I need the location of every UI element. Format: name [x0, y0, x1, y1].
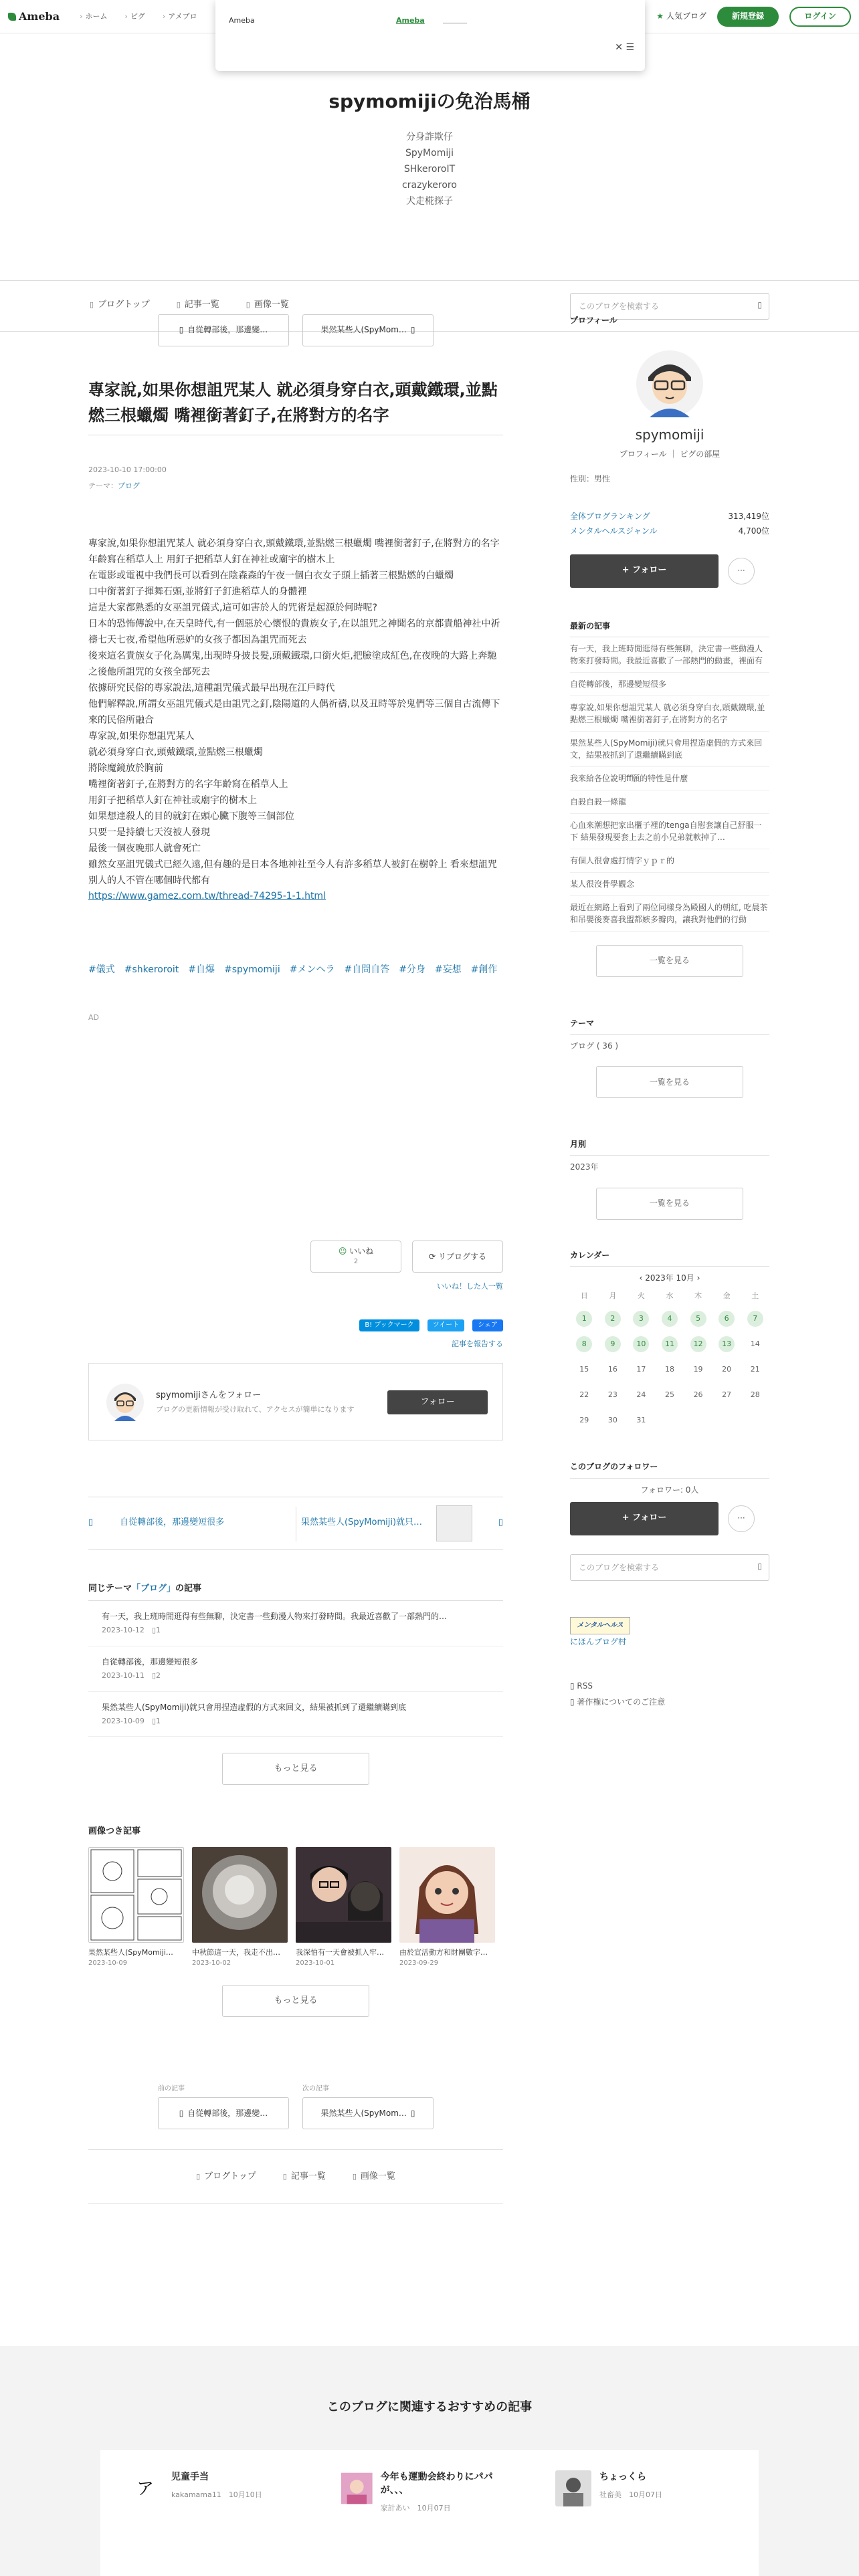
image-entries-section	[88, 1825, 503, 2017]
login-button[interactable]: ログイン	[789, 7, 851, 27]
calendar-day[interactable]: 1	[576, 1311, 592, 1327]
copyright-link[interactable]	[570, 1694, 769, 1710]
recommended-meta	[171, 2489, 262, 2501]
calendar-day: 22	[579, 1390, 589, 1400]
popular-blog-link[interactable]	[656, 10, 706, 23]
list-item[interactable]	[88, 1692, 503, 1737]
list-item-title: 果然某些人(SpyMomiji)就只會用捏造虛假的方式來回文，結果被抓到了還繼續瞞到底	[102, 1702, 407, 1712]
rss-link[interactable]	[570, 1678, 769, 1694]
sidebar	[570, 314, 769, 1710]
facebook-share-button[interactable]: シェア	[472, 1319, 503, 1331]
list-item-meta	[102, 1624, 490, 1636]
blog-title[interactable]: spymomijiの免治馬桶	[328, 90, 531, 112]
rank-overall-value: 313,419位	[728, 511, 769, 521]
calendar-day: 24	[636, 1390, 646, 1400]
ad-label: AD	[88, 1013, 99, 1023]
article-pager-top	[88, 314, 503, 346]
hashtag[interactable]: #分身	[399, 964, 425, 976]
calendar-day: 25	[664, 1390, 674, 1400]
followers-count[interactable]: フォロワー: 0人	[640, 1485, 699, 1495]
sidebar-follow-row	[570, 554, 769, 588]
rank-genre-value: 4,700位	[738, 526, 769, 536]
sidebar-search-input[interactable]	[570, 1554, 769, 1581]
monthly-item[interactable]: 2023年	[570, 1162, 599, 1172]
image-card-title: 由於宣活動方和財團數字…	[399, 1947, 488, 1957]
calendar-day[interactable]: 5	[690, 1311, 706, 1327]
calendar-day: 29	[579, 1416, 589, 1425]
selfie-photo	[296, 1847, 391, 1943]
nav-blog-top[interactable]: ▯ ブログトップ	[90, 298, 150, 312]
list-item-count: 1	[156, 1716, 161, 1725]
more-options-icon[interactable]: ···	[728, 1505, 755, 1532]
hashtag[interactable]: #メンヘラ	[289, 964, 335, 976]
same-theme-suffix: の記事	[175, 1584, 202, 1594]
calendar-day: 21	[750, 1365, 760, 1374]
latest-item[interactable]: 有一天，我上班時閒逛得有些無聊，決定書一些動漫人物來打發時間。我最近喜歡了一部熱門的動畫，裡面有	[570, 637, 769, 673]
latest-item[interactable]: 心血來潮想把家出櫃子裡的tenga自慰套讓自己舒服一下 結果發現要套上去之前小兄弟就軟掉了…	[570, 814, 769, 849]
latest-item[interactable]: 我來給各位說明ff願的特性是什麼	[570, 767, 769, 790]
latest-item[interactable]: 自從轉部後，那邊變短很多	[570, 673, 769, 696]
popular-blog-label: 人気ブログ	[666, 11, 706, 21]
follow-button[interactable]: フォロー	[387, 1390, 488, 1414]
theme-section	[570, 1017, 769, 1098]
image-card-date: 2023-10-02	[192, 1959, 231, 1967]
comment-icon: ▯	[151, 1671, 156, 1680]
prev-link[interactable]	[88, 1516, 224, 1530]
nihon-blog-link[interactable]: にほんブログ村	[570, 1636, 627, 1646]
weekday: 水	[666, 1291, 674, 1300]
calendar-day[interactable]: 10	[633, 1336, 649, 1352]
more-options-icon[interactable]: ···	[728, 558, 755, 584]
blog-desc-line: SpyMomiji	[405, 147, 454, 158]
sidebar-follow-row	[570, 1502, 769, 1535]
top-nav-ameblo[interactable]: › アメブロ	[163, 11, 197, 23]
calendar-day: 18	[664, 1365, 674, 1374]
article-meta	[88, 462, 503, 494]
hashtag[interactable]: #shkeroroit	[124, 964, 179, 976]
chevron-left-icon[interactable]: ‹	[639, 1273, 646, 1283]
recommended-thumbnail	[127, 2470, 163, 2506]
manga-thumbnail	[88, 1847, 184, 1943]
image-card[interactable]	[88, 1847, 184, 1969]
monthly-section	[570, 1138, 769, 1219]
blog-nav-items	[90, 298, 289, 312]
blog-village-badge[interactable]: メンタルヘルス	[570, 1617, 630, 1634]
more-button[interactable]: もっと見る	[222, 1985, 369, 2017]
calendar-day: 23	[607, 1390, 617, 1400]
like-button[interactable]	[310, 1241, 401, 1273]
calendar-day[interactable]: 9	[605, 1336, 621, 1352]
recommended-section	[0, 2346, 859, 2576]
latest-item[interactable]: 專家說,如果你想詛咒某人 就必須身穿白衣,頭戴鐵環,並點燃三根蠟燭 嘴裡銜著釘子,在將對方的名字	[570, 696, 769, 732]
reblog-button[interactable]	[412, 1241, 503, 1273]
recommended-title: 児童手当	[171, 2472, 209, 2482]
hatena-bookmark-button[interactable]: B! ブックマーク	[359, 1319, 419, 1331]
weekday: 土	[751, 1291, 759, 1300]
recommended-thumbnail	[341, 2470, 373, 2506]
list-item-title: 有一天，我上班時閒逛得有些無聊，決定書一些動漫人物來打發時間。我最近喜歡了一部熱門的…	[102, 1611, 448, 1621]
image-card[interactable]	[192, 1847, 288, 1969]
ameba-logo-icon	[8, 13, 16, 21]
calendar-month: 2023年 10月	[645, 1273, 694, 1283]
calendar-day: 30	[607, 1416, 617, 1425]
recommended-meta	[381, 2502, 502, 2514]
hashtag[interactable]: #自問自答	[344, 964, 390, 976]
blog-description	[0, 129, 859, 209]
calendar-day: 14	[750, 1339, 760, 1349]
ranking	[570, 509, 769, 538]
hashtag[interactable]: #創作	[470, 964, 498, 976]
prev-next-nav	[88, 1497, 503, 1550]
same-theme-section	[88, 1582, 503, 1785]
weekday: 日	[580, 1291, 588, 1300]
top-right	[656, 7, 851, 27]
smile-icon: ☺	[338, 1246, 347, 1256]
rss-icon: ▯	[570, 1681, 577, 1691]
like-users-link[interactable]: いいね！した人一覧	[437, 1281, 503, 1291]
same-theme-heading	[88, 1582, 503, 1596]
list-item-date: 2023-10-09	[102, 1716, 145, 1725]
recommended-thumbnail	[555, 2470, 591, 2506]
recommended-title: 今年も運動会終わりにパパが、、、	[380, 2472, 493, 2496]
like-label-text: いいね	[349, 1246, 374, 1256]
article-theme-link[interactable]: ブログ	[118, 481, 140, 490]
blog-desc-line: crazykeroro	[402, 179, 457, 191]
latest-item[interactable]: 某人很沒骨學觀念	[570, 873, 769, 896]
calendar-day: 31	[636, 1416, 646, 1425]
latest-item[interactable]: 自殺自殺一條龍	[570, 790, 769, 814]
latest-heading: 最新の記事	[570, 620, 769, 637]
calendar-day: 26	[693, 1390, 703, 1400]
see-all-button[interactable]: 一覧を見る	[596, 945, 743, 977]
article-body: 專家說,如果你想詛咒某人 就必須身穿白衣,頭戴鐵環,並點燃三根蠟燭 嘴裡銜著釘子,在將對方的名字年齡寫在稻草人上 用釘子把稻草人釘在神社或廟宇的樹木上 在電影或電視中我們長可以看到在陰森森的午夜一個白衣女子頭上插著三根點燃的白蠟燭 口中銜著釘子揮舞石頭,並將釘子釘進稻草人的身體裡 這是大家都熟悉的女巫詛咒儀式,這可如害於人的咒術是起源於何時呢? 日本的恐怖傳說中,在天皇時代,有一個惡於心懷恨的貴族女子,在以詛咒之神聞名的京都貴船神社中祈禱七天七夜,希望他所惡妒的女孩子都因為詛咒而死去 後來這名貴族女子化為厲鬼,出現時身披長髮,頭戴鐵環,口銜火炬,把臉塗成紅色,在夜晚的大路上奔馳 之後他所詛咒的女孩全部死去 依據研究民俗的專家說法,這種詛咒儀式最早出現在江戶時代 他們解釋說,所謂女巫詛咒儀式是由詛咒之釘,陰陽道的人偶祈禱,以及丑時等於鬼們等三個自古流傳下來的民俗所融合 專家說,如果你想詛咒某人 就必須身穿白衣,頭戴鐵環,並點燃三根蠟燭 將除魔鏡放於胸前 嘴裡銜著釘子,在將對方的名字年齡寫在稻草人上 用釘子把稻草人釘在神社或廟宇的樹木上 如果想達殺人的目的就釘在頭心臟下腹等三個部位 只要一是持續七天沒被人發現 最後一個夜晚那人就會死亡 雖然女巫詛咒儀式已經久遠,但有趣的是日本各地神社至今人有許多稻草人被釘在樹幹上 看來想詛咒別人的人不管在哪個時代都有	[88, 538, 500, 886]
profile-links[interactable]: プロフィール ｜ ピグの部屋	[619, 449, 721, 459]
nav-entry-list[interactable]: ▯ 記事一覧	[177, 298, 219, 312]
calendar-day[interactable]: 8	[576, 1336, 592, 1352]
prev-entry-button[interactable]	[158, 314, 289, 346]
article-title[interactable]: 專家說,如果你想詛咒某人 就必須身穿白衣,頭戴鐵環,並點燃三根蠟燭 嘴裡銜著釘子,在將對方的名字	[88, 381, 498, 425]
follow-button[interactable]: + フォロー	[570, 1502, 719, 1535]
popup-title: Ameba	[229, 16, 255, 25]
svg-text:ア: ア	[136, 2479, 155, 2499]
next-entry-caption: 次の記事	[302, 2085, 329, 2093]
rank-row	[570, 509, 769, 524]
calendar-title	[570, 1272, 769, 1285]
latest-item[interactable]: 有個人很會處打情字ｙｐｒ的	[570, 849, 769, 873]
prev-entry-label: 自從轉部後，那邊變…	[187, 2108, 268, 2118]
list-item-meta	[102, 1715, 490, 1727]
popup-brand-link[interactable]: Ameba	[396, 16, 425, 25]
comment-icon: ▯	[151, 1716, 156, 1725]
next-thumbnail[interactable]	[436, 1505, 472, 1541]
image-grid	[88, 1847, 503, 1969]
theme-heading: テーマ	[570, 1017, 769, 1035]
recommended-author: 家計あい	[380, 2504, 410, 2512]
recommended-date: 10月10日	[228, 2490, 262, 2499]
follow-box	[88, 1363, 503, 1440]
article-date: 2023-10-10 17:00:00	[88, 465, 167, 474]
top-nav-pigg[interactable]: › ピグ	[124, 11, 145, 23]
ameba-logo-text: Ameba	[19, 9, 60, 23]
see-all-button[interactable]: 一覧を見る	[596, 1066, 743, 1098]
nav-entry-list[interactable]: ▯ 記事一覧	[283, 2170, 326, 2184]
image-card-title: 中秋節這一天，我走不出…	[192, 1947, 280, 1957]
next-entry-button[interactable]	[302, 2097, 434, 2129]
prev-entry-caption: 前の記事	[158, 2085, 185, 2093]
list-item-date: 2023-10-12	[102, 1626, 145, 1635]
monthly-heading: 月別	[570, 1138, 769, 1156]
calendar-day: 27	[722, 1390, 732, 1400]
next-link[interactable]	[301, 1516, 422, 1530]
theme-item[interactable]: ブログ ( 36 )	[570, 1041, 619, 1051]
star-icon: ★	[656, 11, 664, 21]
followers-section	[570, 1461, 769, 1535]
same-theme-link[interactable]: 「ブログ」	[132, 1584, 176, 1594]
calendar-day: 15	[579, 1365, 589, 1374]
more-button[interactable]: もっと見る	[222, 1753, 369, 1785]
copyright-label: 著作権についてのご注意	[577, 1697, 666, 1707]
profile-sex: 性別：男性	[570, 474, 611, 484]
rank-row	[570, 524, 769, 538]
image-entries-heading: 画像つき記事	[88, 1826, 141, 1837]
recommended-meta	[599, 2489, 662, 2501]
reblog-icon: ⟳	[429, 1251, 436, 1261]
calendar-day: 19	[693, 1365, 703, 1374]
main-column	[88, 314, 503, 2204]
recommended-author: kakamama11	[171, 2490, 221, 2499]
rss-label: RSS	[577, 1681, 593, 1691]
calendar-day[interactable]: 6	[719, 1311, 735, 1327]
latest-item[interactable]: 最近在網路上看到了兩位同樣身為殿國人的朝紅, 吃晨茶和吊嬰後麥喜我盟都嫉多瓣肉，讓我對他們的行動	[570, 896, 769, 932]
hashtag[interactable]: #spymomiji	[224, 964, 280, 976]
prev-link-text: 自從轉部後，那邊變短很多	[120, 1517, 225, 1528]
list-item-date: 2023-10-11	[102, 1671, 145, 1680]
register-button[interactable]: 新規登録	[717, 7, 779, 27]
avatar	[106, 1384, 144, 1421]
next-entry-button[interactable]	[302, 314, 434, 346]
top-nav	[80, 11, 197, 23]
followers-heading: このブログのフォロワー	[570, 1461, 769, 1478]
blog-desc-line: SHkeroroIT	[403, 163, 456, 175]
chevron-right-icon[interactable]: ›	[694, 1273, 700, 1283]
article-theme-label: テーマ：	[88, 481, 118, 490]
blog-desc-line: 分身詐欺仔	[406, 131, 453, 142]
article-theme	[88, 478, 503, 494]
follow-description: ブログの更新情報が受け取れて、アクセスが簡単になります	[156, 1405, 355, 1414]
article-pager-bottom	[88, 2084, 503, 2129]
latest-entries	[570, 620, 769, 977]
hashtag-list	[88, 960, 503, 980]
list-item[interactable]	[88, 1601, 503, 1646]
blog-desc-line: 犬走椛探子	[406, 195, 453, 207]
image-card-title: 果然某些人(SpyMomiji…	[88, 1947, 173, 1957]
recommended-item[interactable]	[555, 2470, 716, 2576]
list-item[interactable]	[88, 1646, 503, 1692]
bottom-blog-nav	[88, 2149, 503, 2204]
tweet-button[interactable]: ツイート	[427, 1319, 465, 1331]
calendar-day[interactable]: 12	[690, 1336, 706, 1352]
calendar-heading: カレンダー	[570, 1249, 769, 1267]
prev-entry-label: 自從轉部後，那邊變…	[187, 325, 268, 335]
image-card-date: 2023-10-09	[88, 1959, 128, 1967]
recommended-author: 社畜美	[599, 2490, 622, 2499]
prev-entry-col	[158, 2084, 289, 2129]
image-card[interactable]	[399, 1847, 495, 1969]
next-entry-col	[302, 2084, 434, 2129]
calendar-day[interactable]: 11	[662, 1336, 678, 1352]
illustration-thumbnail	[399, 1847, 495, 1943]
calendar-day[interactable]: 2	[605, 1311, 621, 1327]
copyright-icon: ▯	[570, 1697, 577, 1707]
nav-image-list[interactable]: ▯ 画像一覧	[246, 298, 289, 312]
image-card[interactable]	[296, 1847, 391, 1969]
latest-item[interactable]: 果然某些人(SpyMomiji)就只會用捏造虛假的方式來回文，結果被抓到了還繼續瞞到底	[570, 732, 769, 767]
list-item-count: 2	[156, 1671, 161, 1680]
calendar-day: 17	[636, 1365, 646, 1374]
chevron-left-icon: ▯	[88, 1517, 94, 1528]
calendar-day: 28	[750, 1390, 760, 1400]
reblog-label	[429, 1251, 486, 1262]
follow-name: spymomijiさんをフォロー	[156, 1390, 262, 1401]
profile-name[interactable]: spymomiji	[635, 427, 704, 443]
next-link-text: 果然某些人(SpyMomiji)就只…	[301, 1517, 423, 1528]
recommended-list	[100, 2450, 759, 2576]
calendar-day[interactable]: 7	[747, 1311, 763, 1327]
recommended-date: 10月07日	[629, 2490, 662, 2499]
weekday: 月	[609, 1291, 617, 1300]
chevron-right-icon: ▯	[410, 325, 415, 335]
calendar-section	[570, 1249, 769, 1429]
rank-overall-link[interactable]: 全体ブログランキング	[570, 511, 650, 521]
article-actions	[88, 1241, 503, 1273]
nav-image-list[interactable]: ▯ 画像一覧	[353, 2170, 395, 2184]
image-card-title: 我深怕有一天會被抓入牢…	[296, 1947, 384, 1957]
like-label	[339, 1246, 373, 1257]
share-row	[88, 1319, 503, 1331]
chevron-left-icon: ▯	[179, 2108, 184, 2118]
see-all-button[interactable]: 一覧を見る	[596, 1188, 743, 1220]
hashtag[interactable]: #妄想	[434, 964, 462, 976]
list-item-count: 1	[156, 1626, 161, 1635]
search-icon[interactable]: ▯	[757, 300, 762, 310]
weekday: 木	[694, 1291, 702, 1300]
recommended-heading: このブログに関連するおすすめの記事	[326, 2400, 533, 2414]
account-popup	[215, 0, 645, 71]
like-count: 2	[353, 1257, 359, 1265]
recommended-item[interactable]	[341, 2470, 502, 2576]
weekday: 火	[637, 1291, 645, 1300]
next-entry-label: 果然某些人(SpyMom…	[320, 325, 407, 335]
calendar-day[interactable]: 3	[633, 1311, 649, 1327]
sidebar-search-placeholder: このブログを検索する	[579, 1562, 660, 1572]
next-entry-label: 果然某些人(SpyMom…	[320, 2108, 407, 2118]
comment-icon: ▯	[151, 1626, 156, 1635]
search-icon[interactable]: ▯	[757, 1561, 762, 1571]
follow-button[interactable]: + フォロー	[570, 554, 719, 588]
chevron-left-icon: ▯	[179, 325, 184, 335]
footer-links	[570, 1678, 769, 1710]
calendar-grid	[570, 1290, 769, 1429]
recommended-date: 10月07日	[417, 2504, 451, 2512]
recommended-title: ちょっくら	[599, 2472, 646, 2482]
calendar-day: 16	[607, 1365, 617, 1374]
report-entry-link[interactable]: 記事を報告する	[452, 1339, 503, 1348]
chevron-right-icon[interactable]: ▯	[498, 1517, 503, 1528]
recommended-item[interactable]	[127, 2470, 288, 2576]
same-theme-prefix: 同じテーマ	[88, 1584, 132, 1594]
avatar[interactable]	[636, 350, 703, 417]
list-item-title: 自從轉部後，那邊變短很多	[102, 1656, 199, 1667]
hashtag[interactable]: #自爆	[188, 964, 215, 976]
profile-heading: プロフィール	[570, 314, 769, 332]
calendar-day[interactable]: 4	[662, 1311, 678, 1327]
bowl-photo	[192, 1847, 288, 1943]
calendar-day[interactable]: 13	[719, 1336, 735, 1352]
rank-genre-link[interactable]: メンタルヘルスジャンル	[570, 526, 658, 536]
hashtag[interactable]: #儀式	[88, 964, 115, 976]
list-item-meta	[102, 1670, 490, 1682]
prev-entry-button[interactable]	[158, 2097, 289, 2129]
top-nav-home[interactable]: › ホーム	[80, 11, 107, 23]
weekday: 金	[723, 1291, 731, 1300]
ameba-logo[interactable]	[8, 8, 60, 25]
reblog-label-text: リブログする	[438, 1251, 486, 1261]
image-card-date: 2023-10-01	[296, 1959, 335, 1967]
nav-blog-top[interactable]: ▯ ブログトップ	[196, 2170, 256, 2184]
chevron-right-icon: ▯	[410, 2108, 415, 2118]
blog-search-placeholder: このブログを検索する	[579, 302, 660, 311]
close-icon[interactable]: ✕ ☰	[615, 42, 634, 53]
article-source-link[interactable]: https://www.gamez.com.tw/thread-74295-1-1.html	[88, 891, 326, 901]
calendar-day: 20	[722, 1365, 732, 1374]
image-card-date: 2023-09-29	[399, 1959, 439, 1967]
